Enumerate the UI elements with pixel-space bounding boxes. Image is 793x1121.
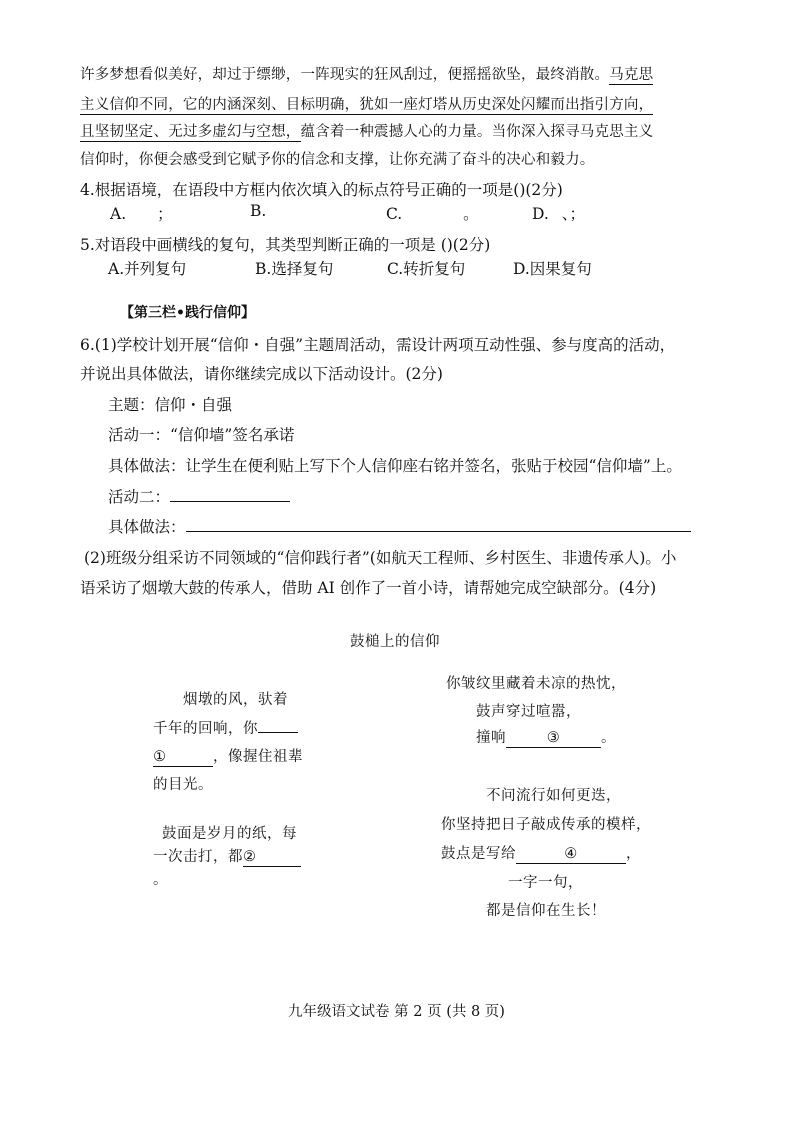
- poem-left-s2-l2: [153, 845, 301, 867]
- activity-two: [108, 485, 290, 507]
- blank-3[interactable]: ③: [506, 730, 601, 748]
- method-two-label: 具体做法：: [108, 518, 186, 536]
- poem-right-s1-l1: 你皱纹里藏着未凉的热忱，: [446, 676, 626, 692]
- option-content: 、；: [561, 205, 586, 223]
- activity-theme: 主题：信仰・自强: [108, 396, 233, 414]
- poem-left-s1-l3: [153, 745, 303, 767]
- poem-text: ，像握住祖辈: [213, 749, 303, 765]
- q5-option-c: C.转折复句: [387, 260, 466, 278]
- activity-one-method: 具体做法：让学生在便利贴上写下个人信仰座右铭并签名，张贴于校园“信仰墙”上。: [108, 457, 682, 475]
- poem-right-s2-l2: 你坚持把日子敲成传承的模样，: [441, 817, 651, 833]
- activity-two-blank[interactable]: [170, 487, 290, 502]
- blank-1[interactable]: ①: [153, 749, 213, 767]
- activity-two-method: [108, 515, 691, 537]
- q4-option-b: [250, 202, 266, 220]
- poem-right-s2-l1: 不问流行如何更迭，: [486, 788, 621, 804]
- passage-line-1: [80, 63, 653, 84]
- passage-text: 信仰时，你便会感受到它赋予你的信念和支撑，让你充满了奋斗的决心和毅力。: [80, 152, 595, 168]
- question-6-part2-line2: 语采访了烟墩大鼓的传承人，借助 AI 创作了一首小诗，请帮她完成空缺部分。(4分): [80, 579, 657, 597]
- option-label: A.: [110, 205, 127, 223]
- q4-option-a: [110, 202, 173, 224]
- passage-text: 许多梦想看似美好，却过于缥缈，一阵现实的狂风刮过，便摇摇欲坠，最终消散。: [80, 67, 610, 83]
- q5-option-d: D.因果复句: [513, 260, 592, 278]
- question-6-part1-line2: 并说出具体做法，请你继续完成以下活动设计。(2分): [80, 365, 443, 383]
- poem-right-s1-l2: 鼓声穿过喧嚣，: [476, 704, 581, 720]
- option-content: 。: [463, 205, 479, 223]
- poem-text: 撞响: [476, 730, 506, 746]
- poem-text: 鼓点是写给: [441, 846, 516, 862]
- poem-left-s2-l3: 。: [153, 872, 168, 888]
- blank-1-start[interactable]: [258, 718, 298, 733]
- blank-2[interactable]: ②: [243, 849, 301, 867]
- poem-left-s2-l1: 鼓面是岁月的纸，每: [162, 826, 297, 842]
- poem-right-s2-l4: 一字一句，: [508, 875, 583, 891]
- q4-option-c: [386, 202, 479, 224]
- question-4-stem: 4.根据语境，在语段中方框内依次填入的标点符号正确的一项是()(2分): [80, 181, 563, 199]
- poem-title: 鼓槌上的信仰: [350, 634, 440, 650]
- poem-text: 千年的回响，你: [153, 721, 258, 737]
- poem-left-s1-l4: 的目光。: [153, 777, 213, 793]
- option-label: D.: [532, 205, 549, 223]
- q5-option-a: A.并列复句: [108, 260, 187, 278]
- passage-line-2: [80, 93, 653, 114]
- section-title: 【第三栏•践行信仰】: [120, 305, 255, 321]
- passage-text: 蕴含着一种震撼人心的力量。当你深入探寻马克思主义: [300, 124, 654, 140]
- question-6-part2-line1: (2)班级分组采访不同领域的“信仰践行者”(如航天工程师、乡村医生、非遗传承人)。小: [84, 549, 677, 567]
- poem-text: ，: [626, 846, 641, 862]
- poem-text: 。: [601, 730, 616, 746]
- underlined-sentence: 且坚韧坚定、无过多虚幻与空想，: [80, 124, 301, 140]
- activity-two-label: 活动二：: [108, 488, 171, 506]
- method-two-blank[interactable]: [186, 517, 691, 532]
- passage-line-3: [80, 120, 653, 141]
- poem-left-s1-l1: 烟墩的风，驮着: [183, 692, 288, 708]
- question-5-stem: 5.对语段中画横线的复句，其类型判断正确的一项是 ()(2分): [80, 236, 491, 254]
- activity-one: 活动一：“信仰墙”签名承诺: [108, 426, 295, 444]
- blank-4[interactable]: ④: [516, 846, 626, 864]
- passage-line-4: [80, 148, 595, 169]
- option-label: C.: [386, 205, 403, 223]
- underlined-sentence: 马克思: [609, 67, 654, 83]
- option-content: ；: [157, 205, 173, 223]
- poem-left-s1-l2: [153, 717, 298, 738]
- poem-text: 一次击打，都: [153, 849, 243, 865]
- option-label: B.: [250, 202, 267, 220]
- underlined-sentence: 主义信仰不同，它的内涵深刻、目标明确，犹如一座灯塔从历史深处闪耀而出指引方向，: [80, 97, 654, 113]
- q4-option-d: [532, 202, 585, 224]
- poem-right-s1-l3: [476, 726, 616, 748]
- page-footer: 九年级语文试卷 第 2 页 (共 8 页): [288, 1004, 505, 1020]
- q5-option-b: B.选择复句: [255, 260, 334, 278]
- poem-right-s2-l3: [441, 842, 641, 864]
- poem-right-s2-l5: 都是信仰在生长！: [486, 903, 606, 919]
- question-6-part1-line1: 6.(1)学校计划开展“信仰・自强”主题周活动，需设计两项互动性强、参与度高的活动，: [80, 336, 676, 354]
